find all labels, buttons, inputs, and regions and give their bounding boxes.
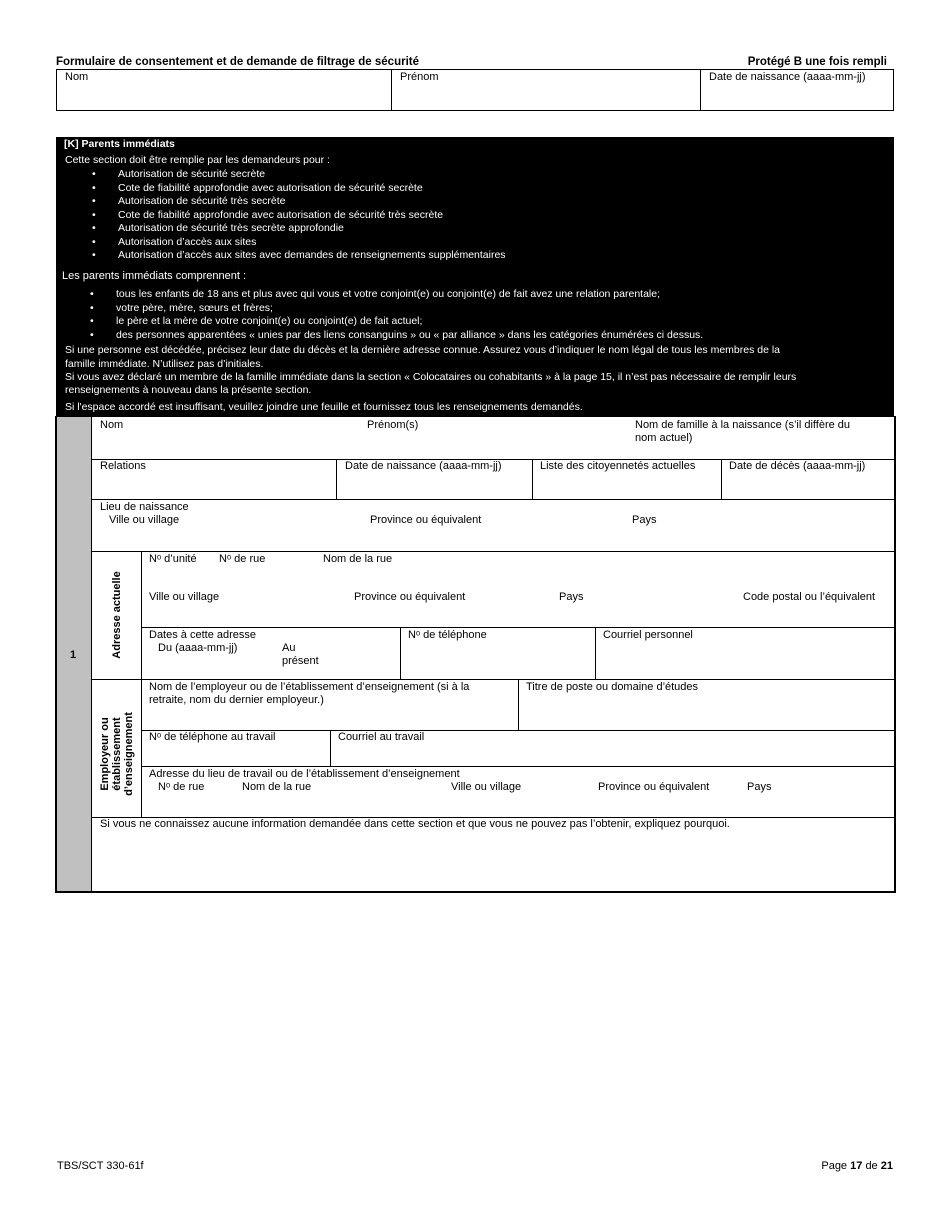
citizenships-field[interactable]: Liste des citoyennetés actuelles [540, 460, 696, 472]
member-name-field[interactable]: Nom [100, 419, 124, 431]
dates-at-address-label: Dates à cette adresse [149, 629, 257, 641]
applicant-name-field[interactable]: Nom [57, 70, 392, 110]
list-item: • Autorisation d’accès aux sites [118, 236, 506, 250]
birth-province-field[interactable]: Province ou équivalent [370, 514, 482, 526]
phone-field[interactable]: Nᵒ de téléphone [408, 629, 487, 641]
work-street-number-field[interactable]: Nᵒ de rue [158, 781, 205, 793]
includes-list [116, 288, 703, 342]
applicant-id-box [56, 69, 894, 111]
work-address-label: Adresse du lieu de travail ou de l’établissement d’enseignement [149, 768, 460, 780]
form-title: Formulaire de consentement et de demande de filtrage de sécurité [56, 56, 419, 68]
list-item: • le père et la mère de votre conjoint(e) ou conjoint(e) de fait actuel; [116, 315, 703, 329]
member-dob-field[interactable]: Date de naissance (aaaa-mm-jj) [345, 460, 502, 472]
birth-city-field[interactable]: Ville ou village [109, 514, 180, 526]
present-label: présent [282, 655, 319, 667]
note-insufficient-space: Si l'espace accordé est insuffisant, veuillez joindre une feuille et fournissez tous les renseignements demandés. [65, 401, 583, 413]
list-item: • Autorisation de sécurité très secrète [118, 195, 506, 209]
family-member-form [55, 416, 896, 893]
work-phone-field[interactable]: Nᵒ de téléphone au travail [149, 731, 276, 743]
list-item: • Autorisation d’accès aux sites avec demandes de renseignements supplémentaires [118, 249, 506, 263]
country-field[interactable]: Pays [559, 591, 584, 603]
birthplace-label: Lieu de naissance [100, 501, 189, 513]
employer-name-label-2: retraite, nom du dernier employeur.) [149, 694, 324, 706]
city-field[interactable]: Ville ou village [149, 591, 220, 603]
applicant-firstname-field[interactable]: Prénom [392, 70, 701, 110]
from-date-field[interactable]: Du (aaaa-mm-jj) [158, 642, 238, 654]
employer-name-field[interactable]: Nom de l’employeur ou de l’établissement d’enseignement (si à la [149, 681, 470, 693]
list-item: • des personnes apparentées « unies par des liens consanguins » ou « par alliance » dans les catégories énumérées ci dessus. [116, 329, 703, 343]
note-deceased-2: famille immédiate. N’utilisez pas d’initiales. [65, 358, 264, 370]
job-title-field[interactable]: Titre de poste ou domaine d’études [526, 681, 699, 693]
postal-code-field[interactable]: Code postal ou l’équivalent [743, 591, 876, 603]
province-field[interactable]: Province ou équivalent [354, 591, 466, 603]
relations-field[interactable]: Relations [100, 460, 146, 472]
date-of-death-field[interactable]: Date de décès (aaaa-mm-jj) [729, 460, 866, 472]
list-item: • tous les enfants de 18 ans et plus avec qui vous et votre conjoint(e) ou conjoint(e) de fait avez une relation parentale; [116, 288, 703, 302]
work-street-name-field[interactable]: Nom de la rue [242, 781, 312, 793]
to-label: Au [282, 642, 296, 654]
includes-intro: Les parents immédiats comprennent : [62, 270, 247, 282]
list-item: • Autorisation de sécurité secrète [118, 168, 506, 182]
section-instructions [56, 137, 894, 416]
note-cohabitants-2: renseignements à nouveau dans la présente section. [65, 384, 312, 396]
member-birthname-field[interactable]: Nom de famille à la naissance (s’il diffère du [635, 419, 851, 431]
requirements-list [118, 168, 506, 263]
work-country-field[interactable]: Pays [747, 781, 772, 793]
form-code: TBS/SCT 330-61f [57, 1160, 144, 1172]
work-city-field[interactable]: Ville ou village [451, 781, 522, 793]
note-cohabitants-1: Si vous avez déclaré un membre de la famille immédiate dans la section « Colocataires ou cohabitants » à la page 15, il n’est pas nécessaire de remplir leurs [65, 371, 797, 383]
work-province-field[interactable]: Province ou équivalent [598, 781, 710, 793]
birth-country-field[interactable]: Pays [632, 514, 657, 526]
list-item: • votre père, mère, sœurs et frères; [116, 302, 703, 316]
section-title: [K] Parents immédiats [64, 138, 175, 150]
unit-number-field[interactable]: Nᵒ d’unité [149, 553, 197, 565]
section-intro: Cette section doit être remplie par les demandeurs pour : [65, 154, 330, 166]
explanation-field[interactable]: Si vous ne connaissez aucune information demandée dans cette section et que vous ne pouvez pas l’obtenir, expliquez pourquoi. [100, 818, 730, 830]
note-deceased-1: Si une personne est décédée, précisez leur date du décès et la dernière adresse connue. Assurez vous d’indiquer le nom légal de tous les membres de la [65, 344, 781, 356]
street-name-field[interactable]: Nom de la rue [323, 553, 393, 565]
work-email-field[interactable]: Courriel au travail [338, 731, 425, 743]
row-number-column [57, 417, 92, 891]
street-number-field[interactable]: Nᵒ de rue [219, 553, 266, 565]
applicant-dob-field[interactable]: Date de naissance (aaaa-mm-jj) [709, 71, 866, 83]
row-number: 1 [70, 649, 77, 661]
employer-label: Employeur ou établissement d’enseignement [99, 712, 135, 796]
member-firstnames-field[interactable]: Prénom(s) [367, 419, 419, 431]
list-item: • Autorisation de sécurité très secrète approfondie [118, 222, 506, 236]
list-item: • Cote de fiabilité approfondie avec autorisation de sécurité secrète [118, 182, 506, 196]
current-address-label: Adresse actuelle [111, 571, 123, 659]
personal-email-field[interactable]: Courriel personnel [603, 629, 693, 641]
protection-label: Protégé B une fois rempli [747, 56, 887, 68]
page-number: Page 17 de 21 [821, 1160, 893, 1172]
list-item: • Cote de fiabilité approfondie avec autorisation de sécurité très secrète [118, 209, 506, 223]
member-birthname-label-2: nom actuel) [635, 432, 693, 444]
